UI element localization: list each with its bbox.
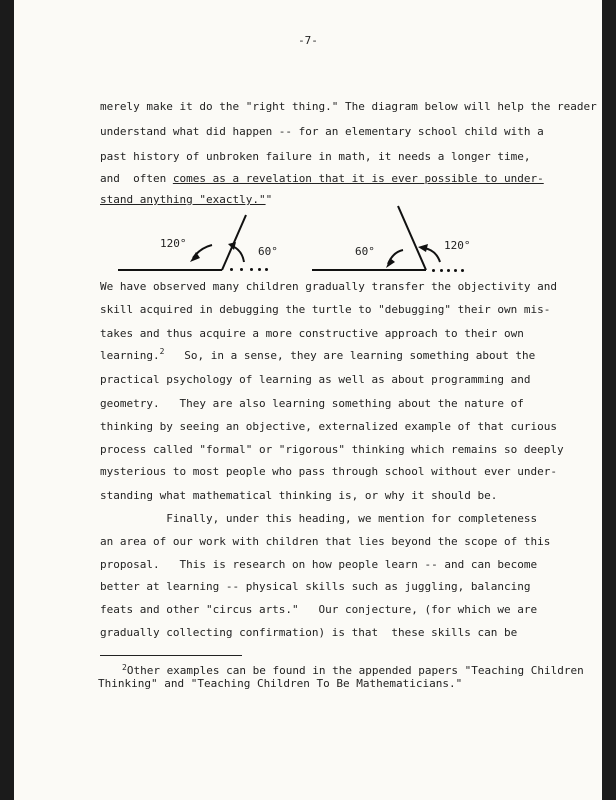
text-line: gradually collecting confirmation) is that these skills can be: [100, 626, 518, 639]
text-line: understand what did happen -- for an elementary school child with a: [100, 125, 544, 138]
left-outer-arrowhead: [190, 252, 200, 262]
text-line: an area of our work with children that lies beyond the scope of this: [100, 535, 551, 548]
right-outer-arrowhead: [418, 244, 428, 252]
dot-right: [454, 269, 457, 272]
underlined-text: stand anything "exactly.": [100, 193, 266, 206]
closing-quote: ": [265, 193, 273, 206]
underlined-text: comes as a revelation that it is ever possible to under-: [172, 172, 544, 185]
text-line: mysterious to most people who pass through school without ever under-: [100, 465, 557, 478]
text-segment: and often: [100, 172, 173, 185]
footnote-divider: [100, 655, 242, 656]
dot-right: [461, 269, 464, 272]
dot-left: [230, 268, 233, 271]
text-segment: So, in a sense, they are learning something about the: [164, 349, 536, 362]
angle-label-60-left: 60°: [258, 245, 278, 258]
text-line: proposal. This is research on how people learn -- and can become: [100, 558, 538, 571]
footnote-marker: 2: [122, 663, 127, 672]
text-line: thinking by seeing an objective, externalized example of that curious: [100, 420, 557, 433]
dot-left: [265, 268, 268, 271]
text-line: geometry. They are also learning something about the nature of: [100, 397, 524, 410]
text-line: past history of unbroken failure in math, it needs a longer time,: [100, 150, 531, 163]
text-line: practical psychology of learning as well as about programming and: [100, 373, 531, 386]
dot-right: [447, 269, 450, 272]
right-turned-line: [398, 206, 426, 270]
text-line: Finally, under this heading, we mention for completeness: [100, 512, 538, 525]
dot-left: [250, 268, 253, 271]
angle-label-60-right: 60°: [355, 245, 375, 258]
text-line: merely make it do the "right thing." The diagram below will help the reader: [100, 100, 597, 113]
dot-left: [240, 268, 243, 271]
text-line: We have observed many children gradually transfer the objectivity and: [100, 280, 557, 293]
dot-left: [258, 268, 261, 271]
angle-label-120-left: 120°: [160, 237, 187, 250]
text-line: feats and other "circus arts." Our conjecture, (for which we are: [100, 603, 538, 616]
text-line: better at learning -- physical skills such as juggling, balancing: [100, 580, 531, 593]
text-line: [100, 349, 535, 364]
page-number: -7-: [298, 34, 318, 47]
text-line: standing what mathematical thinking is, or why it should be.: [100, 489, 498, 502]
footnote-line: Thinking" and "Teaching Children To Be Mathematicians.": [98, 677, 463, 690]
dot-right: [440, 269, 443, 272]
text-line: takes and thus acquire a more constructive approach to their own: [100, 327, 524, 340]
angle-label-120-right: 120°: [444, 239, 471, 252]
text-line: process called "formal" or "rigorous" thinking which remains so deeply: [100, 443, 564, 456]
footnote-reference: 2: [159, 347, 165, 356]
footnote-text: Other examples can be found in the appended papers "Teaching Children: [126, 664, 584, 677]
text-line: skill acquired in debugging the turtle to "debugging" their own mis-: [100, 303, 551, 316]
dot-right: [432, 269, 435, 272]
text-segment: learning.: [100, 349, 160, 362]
